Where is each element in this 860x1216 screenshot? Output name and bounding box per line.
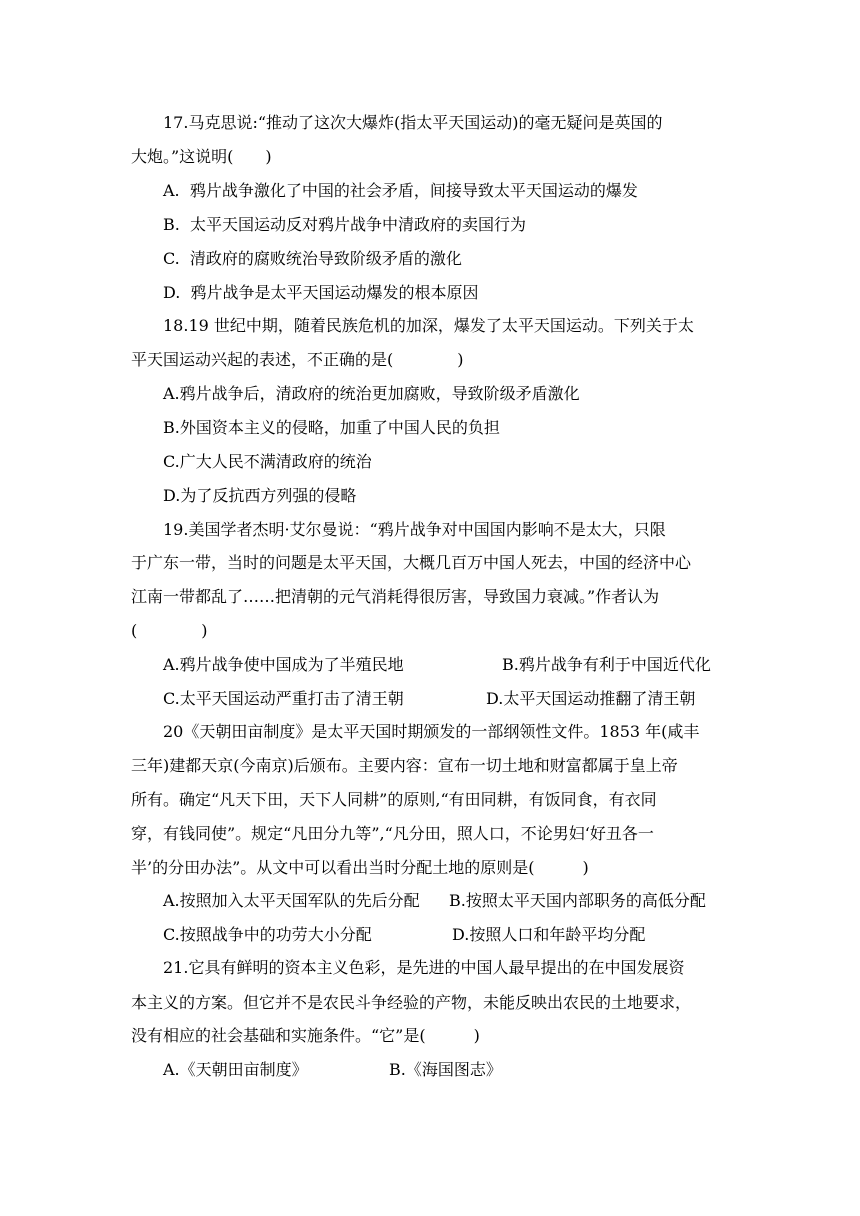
question-20-option-d: D.按照人口和年龄平均分配 <box>452 925 646 944</box>
question-18-option-d: D.为了反抗西方列强的侵略 <box>163 486 357 505</box>
question-19-option-c: C.太平天国运动严重打击了清王朝 <box>163 689 404 708</box>
question-21-option-b: B.《海国图志》 <box>389 1060 502 1079</box>
question-19-line-3: 江南一带都乱了……把清朝的元气消耗得很厉害，导致国力衰减。”作者认为 <box>131 587 660 606</box>
question-20-option-b: B.按照太平天国内部职务的高低分配 <box>449 891 706 910</box>
question-18-option-c: C.广大人民不满清政府的统治 <box>163 452 372 471</box>
question-20-option-c: C.按照战争中的功劳大小分配 <box>163 925 372 944</box>
question-19-line-2: 于广东一带，当时的问题是太平天国，大概几百万中国人死去，中国的经济中心 <box>131 553 692 572</box>
question-19-line-1: 19.美国学者杰明·艾尔曼说：“鸦片战争对中国国内影响不是太大，只限 <box>163 520 666 539</box>
question-20-line-2: 三年)建都天京(今南京)后颁布。主要内容：宣布一切土地和财富都属于皇上帝 <box>131 756 678 775</box>
question-20-line-5: 半’的分田办法”。从文中可以看出当时分配土地的原则是( ) <box>131 858 589 877</box>
question-21-option-a: A.《天朝田亩制度》 <box>163 1060 308 1079</box>
question-18-line-1: 18.19 世纪中期，随着民族危机的加深，爆发了太平天国运动。下列关于太 <box>163 316 694 335</box>
question-18-option-b: B.外国资本主义的侵略，加重了中国人民的负担 <box>163 418 500 437</box>
question-21-line-3: 没有相应的社会基础和实施条件。“它”是( ) <box>131 1026 480 1045</box>
question-20-option-a: A.按照加入太平天国军队的先后分配 <box>163 891 420 910</box>
question-18-line-2: 平天国运动兴起的表述，不正确的是( ) <box>131 350 464 369</box>
question-21-line-1: 21.它具有鲜明的资本主义色彩，是先进的中国人最早提出的在中国发展资 <box>163 958 685 977</box>
question-19-line-4: ( ) <box>131 621 208 640</box>
question-17-line-2: 大炮。”这说明( ) <box>131 147 272 166</box>
question-20-line-4: 穿，有钱同使”。规定“凡田分九等”,“凡分田，照人口，不论男妇‘好丑各一 <box>131 824 654 843</box>
question-19-option-d: D.太平天国运动推翻了清王朝 <box>486 689 696 708</box>
question-19-option-b: B.鸦片战争有利于中国近代化 <box>502 655 711 674</box>
question-17-option-a: A. 鸦片战争激化了中国的社会矛盾，间接导致太平天国运动的爆发 <box>163 181 638 200</box>
question-19-option-a: A.鸦片战争使中国成为了半殖民地 <box>163 655 404 674</box>
question-20-line-3: 所有。确定“凡天下田，天下人同耕”的原则,“有田同耕，有饭同食，有衣同 <box>131 790 657 809</box>
question-20-line-1: 20《天朝田亩制度》是太平天国时期颁发的一部纲领性文件。1853 年(咸丰 <box>163 722 700 741</box>
question-21-line-2: 本主义的方案。但它并不是农民斗争经验的产物，未能反映出农民的土地要求， <box>131 993 692 1012</box>
question-17-option-b: B. 太平天国运动反对鸦片战争中清政府的卖国行为 <box>163 215 527 234</box>
question-17-option-d: D. 鸦片战争是太平天国运动爆发的根本原因 <box>163 283 479 302</box>
question-17-option-c: C. 清政府的腐败统治导致阶级矛盾的激化 <box>163 249 462 268</box>
question-17-line-1: 17.马克思说:“推动了这次大爆炸(指太平天国运动)的毫无疑问是英国的 <box>163 113 663 132</box>
question-18-option-a: A.鸦片战争后，清政府的统治更加腐败，导致阶级矛盾激化 <box>163 384 580 403</box>
